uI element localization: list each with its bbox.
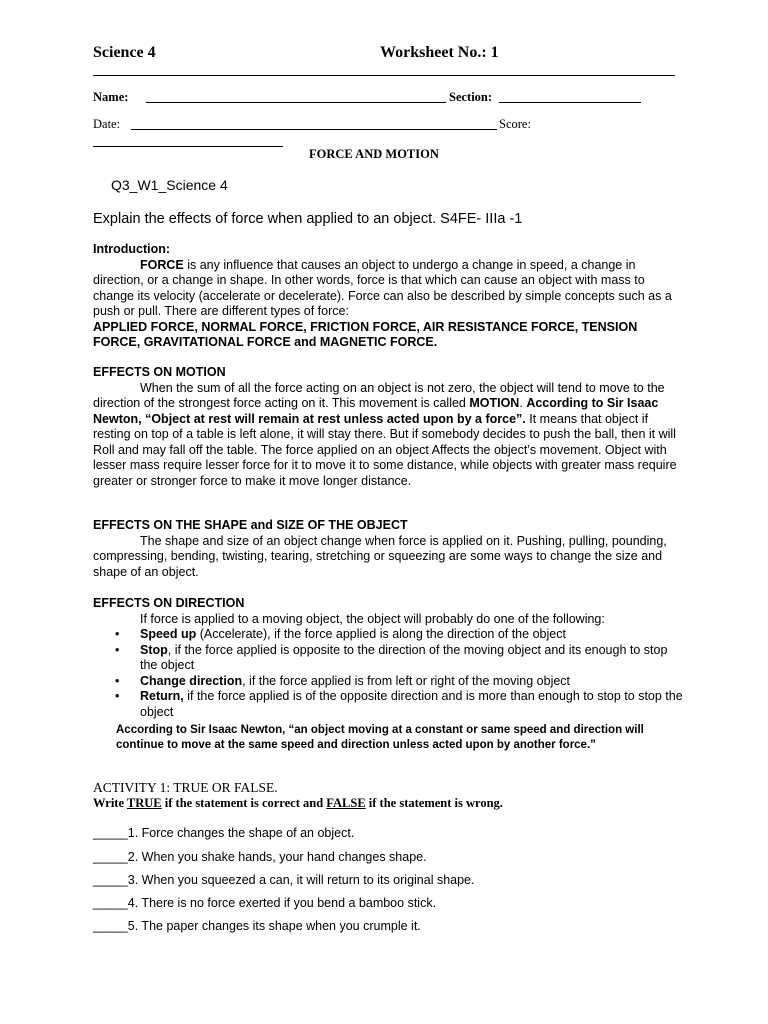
true-keyword: TRUE: [126, 796, 162, 810]
date-label: Date:: [93, 117, 121, 131]
question-item-3[interactable]: _____3. When you squeezed a can, it will return to its original shape.: [93, 873, 475, 887]
date-field[interactable]: [131, 129, 497, 130]
score-field[interactable]: [93, 146, 283, 147]
motion-heading: EFFECTS ON MOTION: [93, 365, 226, 379]
false-keyword: FALSE: [326, 796, 366, 810]
list-item: [93, 674, 683, 690]
shape-section: [93, 518, 683, 580]
instruction-part: if the statement is correct and: [161, 796, 327, 810]
activity-instructions: [93, 796, 503, 811]
section-field[interactable]: [499, 102, 641, 103]
worksheet-number: Worksheet No.: 1: [380, 44, 499, 61]
motion-text-1: When the sum of all the force acting on an object is not zero, the object will tend to move to the direction of the strongest force acting on it. This movement is called: [93, 380, 665, 410]
bullet-icon: •: [115, 642, 120, 657]
question-item-5[interactable]: _____5. The paper changes its shape when you crumple it.: [93, 919, 421, 933]
motion-text-end: .: [519, 396, 523, 410]
list-item-text: if the force applied is of the opposite direction and is more than enough to stop to stop the object: [140, 689, 683, 719]
direction-heading: EFFECTS ON DIRECTION: [93, 596, 245, 610]
shape-heading: EFFECTS ON THE SHAPE and SIZE OF THE OBJECT: [93, 518, 408, 532]
question-item-1[interactable]: _____1. Force changes the shape of an object.: [93, 826, 355, 840]
list-item-text: , if the force applied is opposite to the direction of the moving object and its enough to stop the object: [140, 642, 668, 672]
list-item: [93, 643, 683, 674]
list-item-term: Speed up: [140, 627, 197, 641]
motion-term: MOTION: [469, 396, 520, 410]
introduction-heading: Introduction:: [93, 242, 171, 256]
instruction-part: Write: [93, 796, 127, 810]
list-item: [93, 627, 683, 643]
bullet-icon: •: [115, 689, 120, 703]
instruction-part: if the statement is wrong.: [365, 796, 503, 810]
list-item: [93, 689, 683, 720]
list-item-term: Stop: [140, 642, 168, 657]
list-item-term: Change direction: [140, 673, 243, 688]
newton-first-law: According to Sir Isaac Newton, “Object at rest will remain at rest unless acted upon by a force”.: [93, 396, 659, 426]
force-term: FORCE: [140, 257, 184, 272]
name-label: Name:: [93, 90, 129, 104]
list-item-term: Return,: [140, 689, 184, 703]
list-item-text: , if the force applied is from left or right of the moving object: [242, 673, 571, 688]
activity-title: ACTIVITY 1: TRUE OR FALSE.: [93, 780, 278, 795]
direction-section: [93, 596, 683, 720]
question-item-4[interactable]: _____4. There is no force exerted if you bend a bamboo stick.: [93, 896, 437, 910]
section-label: Section:: [449, 90, 493, 104]
subject-title: Science 4: [93, 44, 156, 61]
introduction-section: [93, 242, 683, 351]
list-item-text: (Accelerate), if the force applied is along the direction of the object: [196, 627, 566, 641]
direction-intro: If force is applied to a moving object, the object will probably do one of the following:: [140, 611, 605, 626]
introduction-text: is any influence that causes an object to undergo a change in speed, a change in direction, or a change in shape. In other words, force is that which can cause an object with mass to change its velocity (accelerate or decelerate). Force can also be described by simple concepts such as a push or pull. There are different types of force:: [93, 257, 672, 318]
motion-section: [93, 365, 683, 489]
question-item-2[interactable]: _____2. When you shake hands, your hand changes shape.: [93, 850, 427, 864]
newton-first-law-motion: According to Sir Isaac Newton, “an object moving at a constant or same speed and direction will continue to move at the same speed and direction unless acted upon by another force.”: [116, 724, 644, 751]
shape-text: The shape and size of an object change when force is applied on it. Pushing, pulling, pounding, compressing, bending, twisting, tearing, stretching or squeezing are some ways to change the size and shape of an object.: [93, 533, 667, 579]
lesson-code: Q3_W1_Science 4: [111, 177, 228, 193]
direction-list: [93, 627, 683, 720]
bullet-icon: •: [115, 673, 120, 688]
force-types: APPLIED FORCE, NORMAL FORCE, FRICTION FORCE, AIR RESISTANCE FORCE, TENSION FORCE, GRAVITATIONAL FORCE and MAGNETIC FORCE.: [93, 319, 638, 349]
motion-text-2: It means that object if resting on top of a table is left alone, it will stay there. But if somebody decides to push the ball, then it will Roll and may fall off the table. The force applied on an object Affects the object’s movement. Object with lesser mass require lesser force for it to move it to some distance, while objects with greater mass require greater or stronger force to make it move longer distance.: [93, 411, 677, 488]
score-label: Score:: [499, 117, 531, 131]
bullet-icon: •: [115, 627, 120, 641]
header-divider: [93, 75, 675, 76]
name-field[interactable]: [146, 102, 446, 103]
learning-objective: Explain the effects of force when applied to an object. S4FE- IIIa -1: [93, 211, 523, 227]
worksheet-title: FORCE AND MOTION: [309, 147, 439, 161]
